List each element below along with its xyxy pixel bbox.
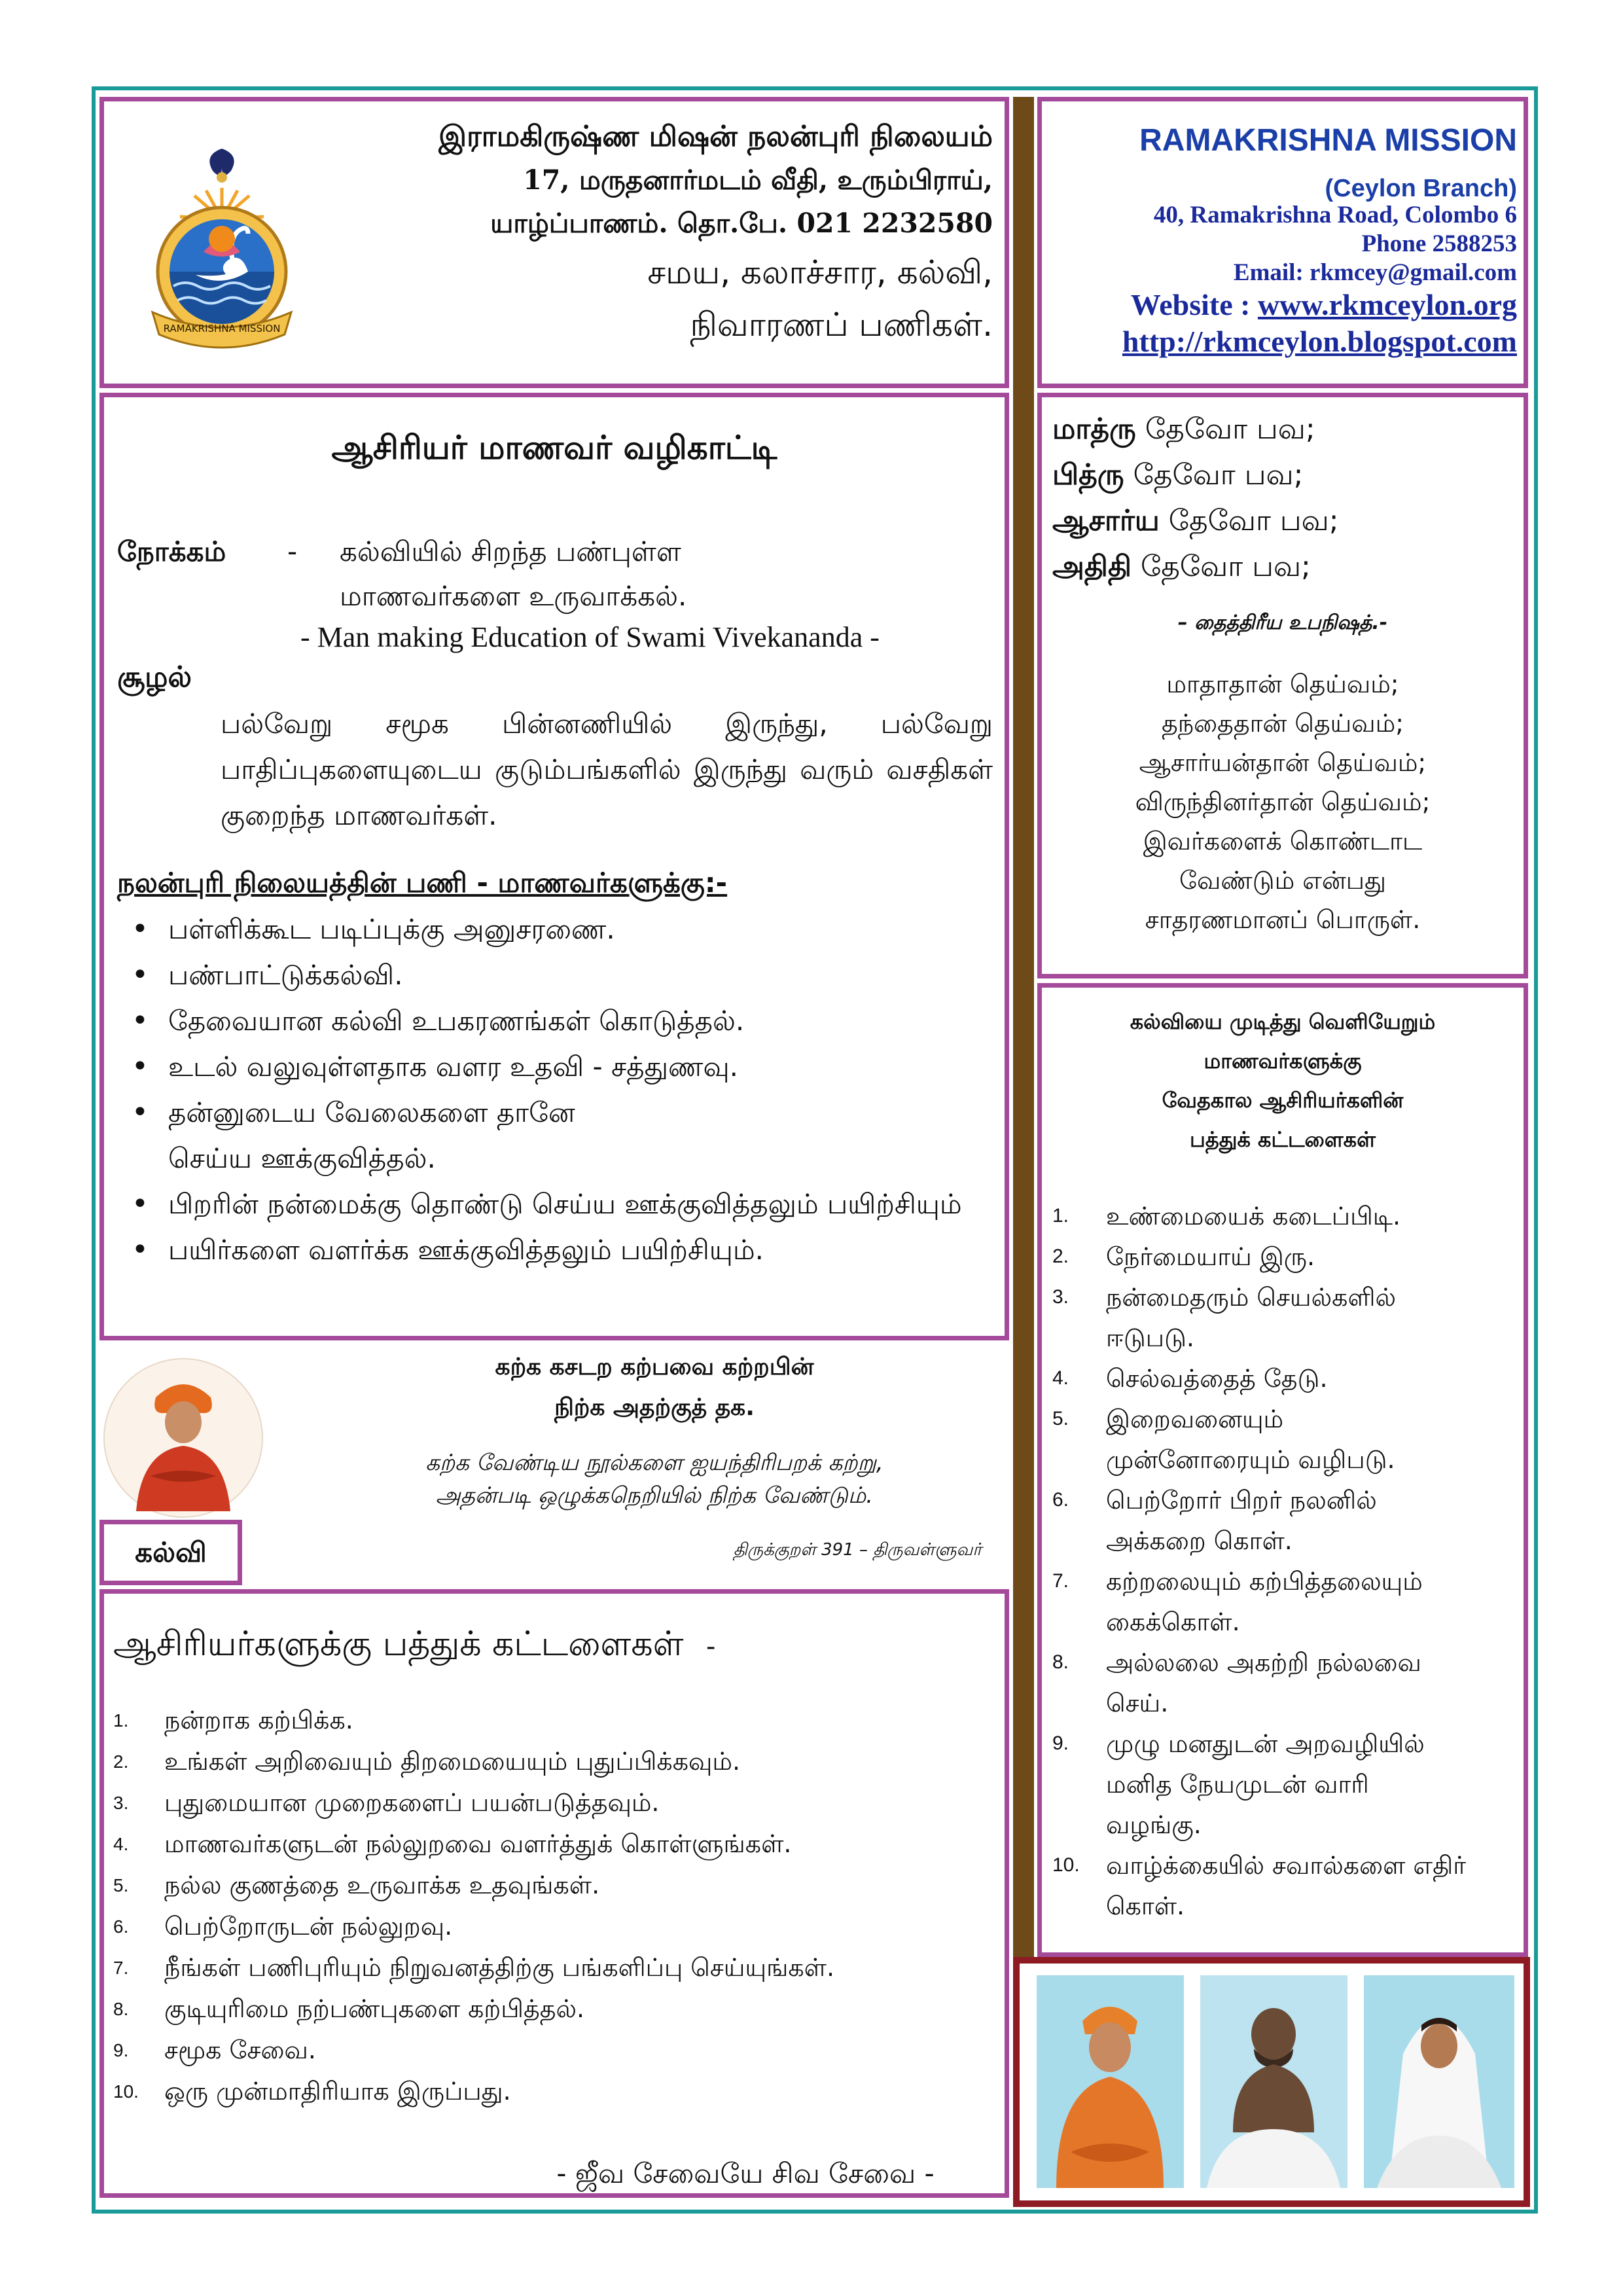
branch-name: (Ceylon Branch): [1325, 175, 1517, 202]
list-item: 8. அல்லலை அகற்றி நல்லவை செய்.: [1052, 1648, 1421, 1717]
kural-meaning-2: அதன்படி ஒழுக்கநெறியில் நிற்க வேண்டும்.: [435, 1482, 874, 1509]
list-item: 4. மாணவர்களுடன் நல்லுறவை வளர்த்துக் கொள்ளுங்கள்.: [113, 1829, 792, 1858]
teachers-title-row: [113, 1621, 715, 1670]
heading-line: வேதகால ஆசிரியர்களின்: [1162, 1088, 1404, 1113]
heading-line: பத்துக் கட்டளைகள்: [1190, 1127, 1376, 1152]
guide-title: ஆசிரியர் மாணவர் வழிகாட்டி: [331, 429, 777, 467]
list-item: 5. இறைவனையும் முன்னோரையும் வழிபடு.: [1052, 1405, 1395, 1474]
list-item: 10. வாழ்க்கையில் சவால்களை எதிர் கொள்.: [1052, 1851, 1467, 1920]
list-item: 7. நீங்கள் பணிபுரியும் நிறுவனத்திற்கு பங்களிப்பு செய்யுங்கள்.: [113, 1953, 835, 1982]
heading-line: கல்வியை முடித்து வெளியேறும்: [1130, 1009, 1436, 1034]
teachers-box: [99, 1589, 1009, 2198]
column-divider: [1013, 97, 1034, 2206]
list-item: 9. முழு மனதுடன் அறவழியில் மனித நேயமுடன் வாரி வழங்கு.: [1052, 1729, 1425, 1839]
ramakrishna-photo: [1200, 1975, 1347, 2188]
list-item: 3. நன்மைதரும் செயல்களில் ஈடுபடு.: [1052, 1283, 1396, 1352]
blog-link[interactable]: http://rkmceylon.blogspot.com: [1122, 325, 1517, 358]
services-line-2: நிவாரணப் பணிகள்.: [690, 306, 993, 344]
vedic-box: [1037, 983, 1528, 1957]
photos-row: [1037, 1975, 1514, 2191]
services-line-1: சமய, கலாச்சார, கல்வி,: [647, 253, 993, 291]
list-item: 10. ஒரு முன்மாதிரியாக இருப்பது.: [113, 2077, 511, 2106]
teachers-list: [113, 1700, 990, 2112]
verse-line: பித்ரு தேவோ பவ;: [1052, 458, 1304, 492]
sarada-devi-photo: [1364, 1975, 1514, 2188]
list-item: 6. பெற்றோர் பிறர் நலனில் அக்கறை கொள்.: [1052, 1486, 1377, 1555]
svg-text:RAMAKRISHNA MISSION: RAMAKRISHNA MISSION: [163, 323, 281, 334]
verse-line: ஆசார்ய தேவோ பவ;: [1052, 504, 1339, 537]
kalvi-tag-box: [99, 1520, 242, 1585]
header-right-box: [1037, 97, 1528, 388]
kalvi-tag: கல்வி: [135, 1536, 207, 1568]
kural-line-1: கற்க கசடற கற்பவை கற்றபின்: [495, 1354, 814, 1380]
list-item: 2. நேர்மையாய் இரு.: [1052, 1242, 1315, 1271]
list-item: 4. செல்வத்தைத் தேடு.: [1052, 1364, 1328, 1393]
teachers-title-dash: -: [706, 1632, 716, 1662]
teachers-footer: - ஜீவ சேவையே சிவ சேவை -: [556, 2157, 935, 2189]
list-item: • பிறரின் நன்மைக்கு தொண்டு செய்ய ஊக்குவித்தலும் பயிற்சியும்: [117, 1181, 994, 1227]
website-link[interactable]: www.rkmceylon.org: [1257, 288, 1517, 321]
list-item: • தேவையான கல்வி உபகரணங்கள் கொடுத்தல்.: [117, 998, 994, 1044]
list-item: 6. பெற்றோருடன் நல்லுறவு.: [113, 1912, 453, 1941]
list-item: • பள்ளிக்கூட படிப்புக்கு அனுசரணை.: [117, 906, 994, 952]
mission-emblem-icon: [143, 141, 300, 350]
meaning-line: இவர்களைக் கொண்டாட: [1143, 827, 1423, 855]
list-item: 1. உண்மையைக் கடைப்பிடி.: [1052, 1202, 1401, 1230]
upanishad-verses: [1052, 406, 1517, 590]
list-item: 1. நன்றாக கற்பிக்க.: [113, 1706, 353, 1734]
website-row: [1046, 287, 1517, 323]
list-item: 7. கற்றலையும் கற்பித்தலையும் கைக்கொள்.: [1052, 1567, 1423, 1636]
header-left-box: [99, 97, 1009, 388]
meaning-line: மாதாதான் தெய்வம்;: [1166, 670, 1399, 698]
meaning-line: வேண்டும் என்பது: [1179, 866, 1386, 895]
kural-meaning-1: கற்க வேண்டிய நூல்களை ஐயந்திரிபறக் கற்று,: [425, 1450, 883, 1476]
aim-line-1: கல்வியில் சிறந்த பண்புள்ள: [340, 535, 681, 567]
mission-logo: [143, 141, 300, 350]
heading-line: மாணவர்களுக்கு: [1204, 1049, 1362, 1073]
list-item: 5. நல்ல குணத்தை உருவாக்க உதவுங்கள்.: [113, 1871, 600, 1899]
vedic-heading: [1042, 1002, 1524, 1159]
list-item: 3. புதுமையான முறைகளைப் பயன்படுத்தவும்.: [113, 1788, 660, 1817]
address-line-1: 17, மருதனார்மடம் வீதி, உரும்பிராய்,: [523, 164, 993, 196]
website-label: Website :: [1130, 288, 1251, 321]
vivekananda-figure-icon: [105, 1359, 262, 1516]
upanishad-meaning: [1042, 664, 1524, 939]
list-item: • உடல் வலுவுள்ளதாக வளர உதவி - சத்துணவு.: [117, 1044, 994, 1090]
service-heading: நலன்புரி நிலையத்தின் பணி - மாணவர்களுக்கு:-: [117, 867, 728, 899]
ramakrishna-seated-icon: [1200, 1975, 1347, 2188]
email-address: Email: rkmcey@gmail.com: [1233, 259, 1517, 286]
sarada-devi-seated-icon: [1364, 1975, 1514, 2188]
teachers-title: ஆசிரியர்களுக்கு பத்துக் கட்டளைகள்: [113, 1624, 684, 1664]
list-item: 9. சமூக சேவை.: [113, 2036, 316, 2064]
guide-box: [99, 393, 1009, 1340]
meaning-line: தந்தைதான் தெய்வம்;: [1161, 709, 1404, 738]
aim-label: நோக்கம்: [117, 535, 226, 567]
aim-quote: - Man making Education of Swami Vivekananda -: [300, 621, 880, 653]
vivekananda-seated-icon: [1037, 1975, 1184, 2188]
org-name-tamil: இராமகிருஷ்ண மிஷன் நலன்புரி நிலையம்: [438, 120, 993, 153]
meaning-line: சாதரணமானப் பொருள்.: [1145, 905, 1421, 934]
kural-line-2: நிற்க அதற்குத் தக.: [554, 1394, 755, 1421]
meaning-line: விருந்தினர்தான் தெய்வம்;: [1135, 787, 1431, 816]
list-item: 2. உங்கள் அறிவையும் திறமையையும் புதுப்பிக்கவும்.: [113, 1747, 741, 1776]
aim-line-2: மாணவர்களை உருவாக்கல்.: [340, 580, 687, 612]
meaning-line: ஆசார்யன்தான் தெய்வம்;: [1139, 748, 1427, 777]
phone-number: Phone 2588253: [1361, 230, 1517, 257]
upanishad-source: – தைத்திரீய உபநிஷத்.-: [1177, 611, 1388, 634]
vedic-list: [1052, 1196, 1471, 1926]
photos-box: [1013, 1957, 1530, 2207]
list-item: 8. குடியுரிமை நற்பண்புகளை கற்பித்தல்.: [113, 1994, 585, 2023]
vivekananda-portrait: [103, 1358, 263, 1518]
aim-dash: -: [287, 535, 298, 567]
context-text: பல்வேறு சமூக பின்னணியில் இருந்து, பல்வேறு பாதிப்புகளையுடைய குடும்பங்களில் இருந்து வரும் வசதிகள் குறைந்த மாணவர்கள்.: [221, 708, 993, 831]
verse-line: அதிதி தேவோ பவ;: [1052, 550, 1311, 583]
service-list: [117, 906, 994, 1273]
context-label: சூழல்: [117, 660, 192, 694]
verse-line: மாத்ரு தேவோ பவ;: [1052, 412, 1315, 446]
mission-title: RAMAKRISHNA MISSION: [1139, 123, 1517, 158]
address-line-2: யாழ்ப்பாணம். தொ.பே. 021 2232580: [490, 207, 993, 239]
list-item: • பண்பாட்டுக்கல்வி.: [117, 952, 994, 998]
upanishad-box: [1037, 393, 1528, 978]
colombo-address: 40, Ramakrishna Road, Colombo 6: [1153, 202, 1517, 228]
kural-source: திருக்குறள் 391 – திருவள்ளுவர்: [733, 1540, 982, 1560]
vivekananda-photo: [1037, 1975, 1184, 2188]
list-item: • தன்னுடைய வேலைகளை தானே செய்ய ஊக்குவித்தல்.: [117, 1090, 994, 1181]
list-item: • பயிர்களை வளர்க்க ஊக்குவித்தலும் பயிற்சியும்.: [117, 1227, 994, 1273]
